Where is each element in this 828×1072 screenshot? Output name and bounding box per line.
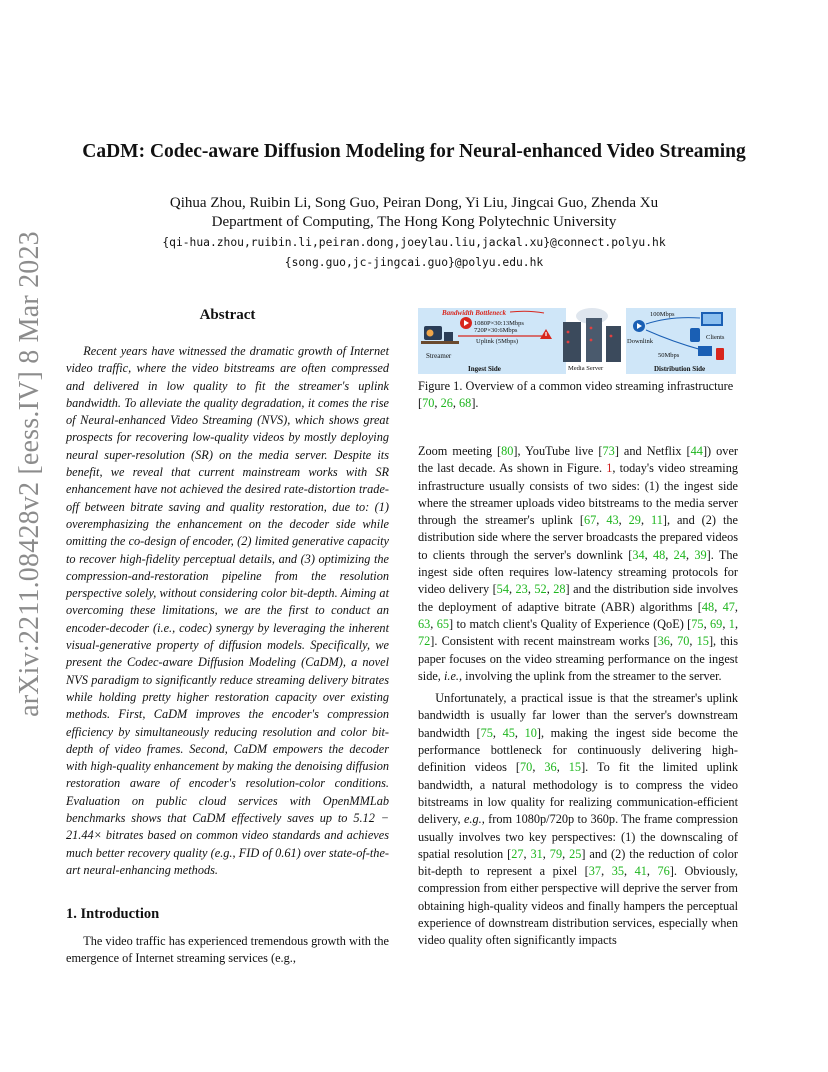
citation-link[interactable]: 11 xyxy=(651,513,663,528)
streamer-label: Streamer xyxy=(426,352,452,360)
author-list: Qihua Zhou, Ruibin Li, Song Guo, Peiran Dong, Yi Liu, Jingcai Guo, Zhenda Xu xyxy=(169,195,659,211)
citation-link[interactable]: 54 xyxy=(496,582,509,597)
citation-link[interactable]: 35 xyxy=(611,864,624,879)
citation-link[interactable]: 34 xyxy=(632,547,645,562)
citation-link[interactable]: 36 xyxy=(544,760,557,775)
bandwidth-100mbps: 100Mbps xyxy=(650,311,675,318)
affiliation: Department of Computing, The Hong Kong Polytechnic University xyxy=(211,214,617,230)
citation-link[interactable]: 63 xyxy=(418,616,431,631)
citation-link[interactable]: 37 xyxy=(588,864,602,879)
uplink-label: Uplink (5Mbps) xyxy=(476,338,519,345)
citation-link[interactable]: 25 xyxy=(569,846,582,861)
citation-link[interactable]: 39 xyxy=(694,547,707,562)
ingest-side-label: Ingest Side xyxy=(468,365,501,373)
citation-link[interactable]: 79 xyxy=(549,846,563,861)
bandwidth-50mbps: 50Mbps xyxy=(658,352,680,359)
email-line-1: {qi-hua.zhou,ruibin.li,peiran.dong,joeylau.liu,jackal.xu}@connect.polyu.hk xyxy=(162,236,666,249)
rate-720p: 720P×30:6Mbps xyxy=(474,327,518,334)
figure-caption: Figure 1. Overview of a common video streaming infrastructure [70, 26, 68]. xyxy=(418,379,734,410)
citation-link[interactable]: 23 xyxy=(515,582,528,597)
intro-paragraph-right-2: Unfortunately, a practical issue is that the streamer's uplink bandwidth is usually far lower than the server's downstream bandwidth [75, 45, 10], making the ingest side become the performance bottleneck for continuously delivering high-definition videos [70, 36, 15]. To fit the limited uplink bandwidth, a natural methodology is to compress the video bitstreams in low quality for realizing communication-efficient delivery, e.g., from 1080p/720p to 360p. The frame compression usually involves two key perspectives: (1) the downscaling of spatial resolution [27, 31, 79, 25] and (2) the reduction of color bit-depth to represent a pixel [37, 35, 41, 76]. Obviously, compression from either perspective will deprive the server from obtaining high-quality videos and finally hampers the perceptual experience of downstream distribution services, especially when video quality often significantly impacts xyxy=(418,691,739,948)
citation-link[interactable]: 47 xyxy=(722,599,735,614)
figure-reference-link[interactable]: 1 xyxy=(606,461,613,476)
citation-link[interactable]: 48 xyxy=(652,547,666,562)
citation-link[interactable]: 43 xyxy=(606,513,619,528)
citation-link[interactable]: 29 xyxy=(628,513,641,528)
figure-streaming-infrastructure xyxy=(418,306,736,376)
citation-link[interactable]: 72 xyxy=(418,634,431,649)
citation-link[interactable]: 31 xyxy=(530,846,543,861)
citation-link[interactable]: 15 xyxy=(568,760,582,775)
intro-paragraph-left: The video traffic has experienced tremendous growth with the emergence of Internet streaming services (e.g., xyxy=(66,934,389,966)
citation-link[interactable]: 52 xyxy=(534,582,547,597)
email-line-2: {song.guo,jc-jingcai.guo}@polyu.edu.hk xyxy=(284,256,544,269)
citation-link[interactable]: 69 xyxy=(710,616,723,631)
intro-paragraph-right-1: Zoom meeting [80], YouTube live [73] and Netflix [44]) over the last decade. As shown in Figure. 1, today's video streaming infrastructure usually consists of two sides: (1) the ingest side where the streamer uploads video bitstreams to the media server through the streamer's uplink [67, 43, 29, 11], and (2) the distribution side where the server broadcasts the prepared videos to clients through the server's downlink [34, 48, 24, 39]. The ingest side often requires low-latency streaming protocols for video delivery [54, 23, 52, 28] and the distribution side involves the deployment of adaptive bitrate (ABR) algorithms [48, 47, 63, 65] to match client's Quality of Experience (QoE) [75, 69, 1, 72]. Consistent with recent mainstream works [36, 70, 15], this paper focuses on the video streaming performance on the ingest side, i.e., involving the uplink from the streamer to the server. xyxy=(418,444,739,683)
citation-link[interactable]: 15 xyxy=(696,634,709,649)
citation-link[interactable]: 73 xyxy=(602,444,615,458)
bandwidth-bottleneck-label: Bandwidth Bottleneck xyxy=(442,309,506,317)
rate-1080p: 1080P×30:13Mbps xyxy=(474,320,524,327)
citation-link[interactable]: 70 xyxy=(677,634,690,649)
citation-link[interactable]: 45 xyxy=(502,725,515,740)
media-server-label: Media Server xyxy=(568,365,604,372)
citation-link[interactable]: 65 xyxy=(436,616,450,631)
citation-link[interactable]: 36 xyxy=(657,634,670,649)
citation-link[interactable]: 75 xyxy=(480,725,493,740)
clients-label: Clients xyxy=(706,334,725,341)
paper-title: CaDM: Codec-aware Diffusion Modeling for Neural-enhanced Video Streaming xyxy=(82,141,746,162)
citation-link[interactable]: 48 xyxy=(701,599,715,614)
citation-link[interactable]: 68 xyxy=(459,396,472,410)
citation-link[interactable]: 75 xyxy=(691,616,704,631)
citation-link[interactable]: 80 xyxy=(501,444,514,458)
arxiv-id: arXiv:2211.08428v2 [eess.IV] 8 Mar 2023 xyxy=(14,231,45,717)
abstract-body: Recent years have witnessed the dramatic growth of Internet video traffic, where the video bitstreams are often compressed and delivered in low quality to fit the streamer's uplink bandwidth. To alleviate the quality degradation, it comes the rise of Neural-enhanced Video Streaming (NVS), which shows great prospects for recovering low-quality videos by mostly deploying neural super-resolution (SR) on the media server. Despite its benefit, we reveal that current mainstream works with SR enhancement have not achieved the desired rate-distortion trade-off between bitrate saving and quality restoration, due to: (1) overemphasizing the enhancement on the decoder side while omitting the co-design of encoder, (2) limited generative capacity to recover high-fidelity perceptual details, and (3) optimizing the compression-and-restoration pipeline from the resolution perspective solely, without considering color bit-depth. Aiming at overcoming these limitations, we are the first to conduct an encoder-decoder (i.e., codec) synergy by leveraging the inherent visual-generative property of diffusion models. Specifically, we present the Codec-aware Diffusion Modeling (CaDM), a novel NVS paradigm to significantly reduce streaming delivery bitrates while holding pretty higher restoration capacity over existing methods. First, CaDM improves the encoder's compression efficiency by simultaneously reducing resolution and color bit-depth of video frames. Second, CaDM empowers the decoder with high-quality enhancement by making the denoising diffusion restoration aware of encoder's resolution-color conditions. Evaluation on public cloud services with OpenMMLab benchmarks shows that CaDM effectively saves up to 5.12 − 21.44× bitrates based on common video standards and achieves much better recovery quality (e.g., FID of 0.61) over state-of-the-art neural-enhancing methods. xyxy=(66,344,389,877)
citation-link[interactable]: 70 xyxy=(422,396,435,410)
citation-link[interactable]: 44 xyxy=(690,444,703,458)
downlink-label: Downlink xyxy=(627,338,653,345)
citation-link[interactable]: 41 xyxy=(634,864,647,879)
right-column-body xyxy=(418,443,738,950)
figure-caption-label: Figure 1. xyxy=(418,379,463,393)
citation-link[interactable]: 1 xyxy=(728,616,735,631)
citation-link[interactable]: 27 xyxy=(511,846,524,861)
figure-caption-text: Overview of a common video streaming infrastructure xyxy=(465,379,734,393)
media-server-icon xyxy=(563,308,621,362)
distribution-side-label: Distribution Side xyxy=(654,365,706,373)
citation-link[interactable]: 70 xyxy=(520,760,533,775)
citation-link[interactable]: 67 xyxy=(583,513,597,528)
arxiv-stamp xyxy=(8,231,52,717)
citation-link[interactable]: 76 xyxy=(657,864,670,879)
citation-link[interactable]: 10 xyxy=(524,725,537,740)
italic-text: e.g., xyxy=(463,812,485,827)
citation-link[interactable]: 26 xyxy=(440,396,453,410)
italic-text: i.e., xyxy=(443,668,463,683)
abstract-heading: Abstract xyxy=(199,307,256,323)
citation-link[interactable]: 24 xyxy=(673,547,686,562)
section-heading-introduction: 1. Introduction xyxy=(66,906,160,922)
play-icon xyxy=(460,317,472,329)
distribution-play-icon xyxy=(633,320,645,332)
citation-link[interactable]: 28 xyxy=(553,582,566,597)
